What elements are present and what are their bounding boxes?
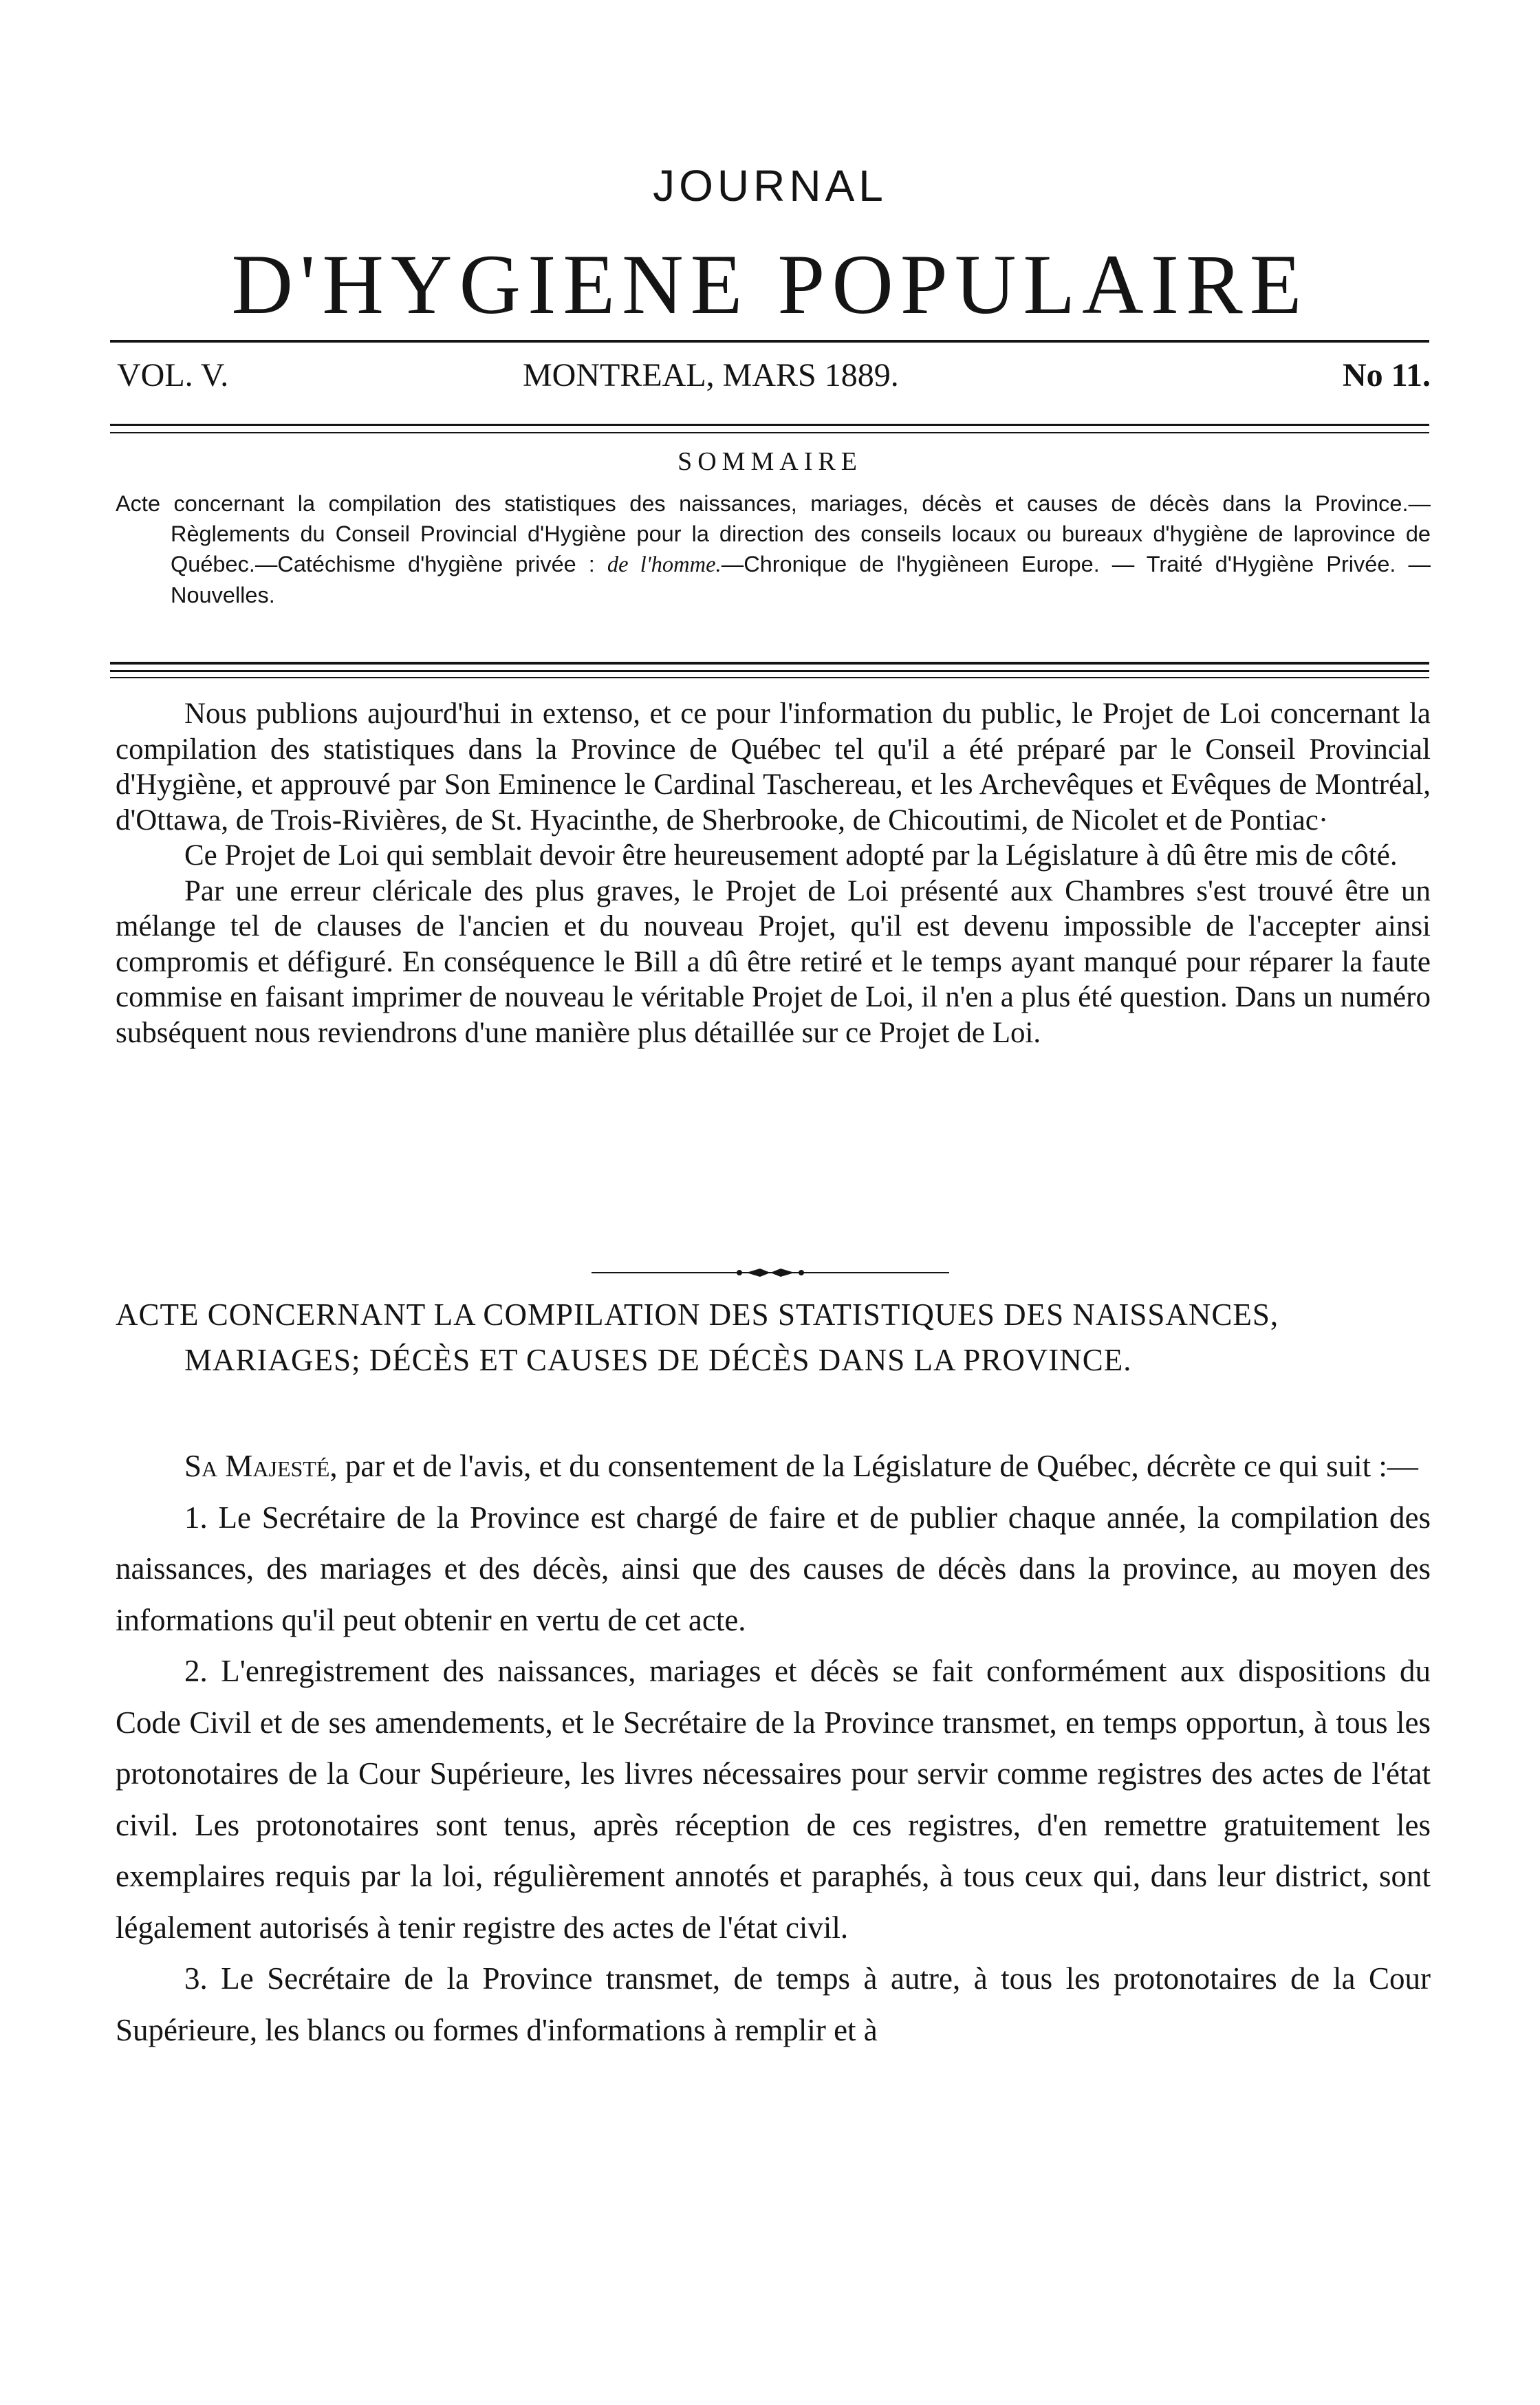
preamble-majesty: Sa Majesté, — [184, 1449, 338, 1483]
act-section: 1. Le Secrétaire de la Province est chargé de faire et de publier chaque année, la compilation des naissances, des mariages et des décès, ainsi que des causes de décès dans la province, au moyen des informations qu'il peut obtenir en vertu de cet acte. — [116, 1500, 1431, 1637]
section-divider-ornament — [592, 1266, 949, 1280]
sommaire-text — [116, 488, 1431, 610]
intro-paragraph: Par une erreur cléricale des plus graves, le Projet de Loi présenté aux Chambres s'est trouvé être un mélange tel de clauses de l'ancien et du nouveau Projet, qu'il est devenu impossible de l'accepter ainsi compromis et défiguré. En conséquence le Bill a dû être retiré et le temps ayant manqué pour réparer la faute commise en faisant imprimer de nouveau le véritable Projet de Loi, il n'en a plus été question. Dans un numéro subséquent nous reviendrons d'une manière plus détaillée sur ce Projet de Loi. — [116, 874, 1431, 1049]
preamble-rest: par et de l'avis, et du consentement de la Législature de Québec, décrète ce qui suit :— — [337, 1449, 1418, 1483]
sommaire-rule-2 — [110, 670, 1429, 672]
sommaire-part-2: —Chronique de l'hygièneen Europe. — Traité d'Hygiène Privée. — Nouvelles. — [171, 552, 1431, 607]
sommaire-rule-1 — [110, 662, 1429, 665]
act-preamble — [116, 1441, 1431, 1492]
intro-paragraph: Ce Projet de Loi qui semblait devoir être heureusement adopté par la Législature à dû être mis de côté. — [184, 839, 1398, 872]
act-section: 2. L'enregistrement des naissances, mariages et décès se fait conformément aux dispositions du Code Civil et de ses amendements, et le Secrétaire de la Province transmet, en temps opportun, à tous les protonotaires de la Cour Supérieure, les livres nécessaires pour servir comme registres des actes de l'état civil. Les protonotaires sont tenus, après réception de ces registres, d'en remettre gratuitement les exemplaires requis par la loi, régulièrement annotés et paraphés, à tous ceux qui, dans leur district, sont légalement autorisés à tenir registre des actes de l'état civil. — [116, 1654, 1431, 1945]
issue-info — [117, 355, 1431, 396]
sommaire-part-1: Acte concernant la compilation des statistiques des naissances, mariages, décès et causes de décès dans la Province.—Règlements du Conseil Provincial d'Hygiène pour la direction des conseils locaux ou bureaux d'hygiène de laprovince de Québec.—Catéchisme d'hygiène privée : — [116, 491, 1431, 576]
masthead-rule-top — [110, 340, 1429, 343]
journal-label: JOURNAL — [653, 161, 887, 211]
masthead-rule-bottom-2 — [110, 432, 1429, 433]
act-text — [116, 1441, 1431, 2056]
volume-label: VOL. V. — [117, 357, 229, 393]
intro-text — [116, 696, 1431, 1050]
intro-paragraph: Nous publions aujourd'hui in extenso, et ce pour l'information du public, le Projet de Loi concernant la compilation des statistiques dans la Province de Québec tel qu'il a été préparé par le Conseil Provincial d'Hygiène, et approuvé par Son Eminence le Cardinal Taschereau, et les Archevêques et Evêques de Montréal, d'Ottawa, de Trois-Rivières, de St. Hyacinthe, de Sherbrooke, de Chicoutimi, de Nicolet et de Pontiac· — [116, 698, 1431, 837]
sommaire-italic: de l'homme. — [607, 552, 722, 577]
journal-title: D'HYGIENE POPULAIRE — [231, 237, 1309, 332]
issue-number: No 11. — [1342, 357, 1431, 393]
sommaire-rule-3 — [110, 677, 1429, 678]
city-date: MONTREAL, MARS 1889. — [523, 357, 899, 393]
act-title: ACTE CONCERNANT LA COMPILATION DES STATISTIQUES DES NAISSANCES, MARIAGES; DÉCÈS ET CAUSES DE DÉCÈS DANS LA PROVINCE. — [116, 1297, 1279, 1377]
masthead-rule-bottom-1 — [110, 424, 1429, 426]
act-section: 3. Le Secrétaire de la Province transmet, de temps à autre, à tous les protonotaires de la Cour Supérieure, les blancs ou formes d'informations à remplir et à — [116, 1961, 1431, 2047]
sommaire-heading: SOMMAIRE — [677, 447, 863, 476]
